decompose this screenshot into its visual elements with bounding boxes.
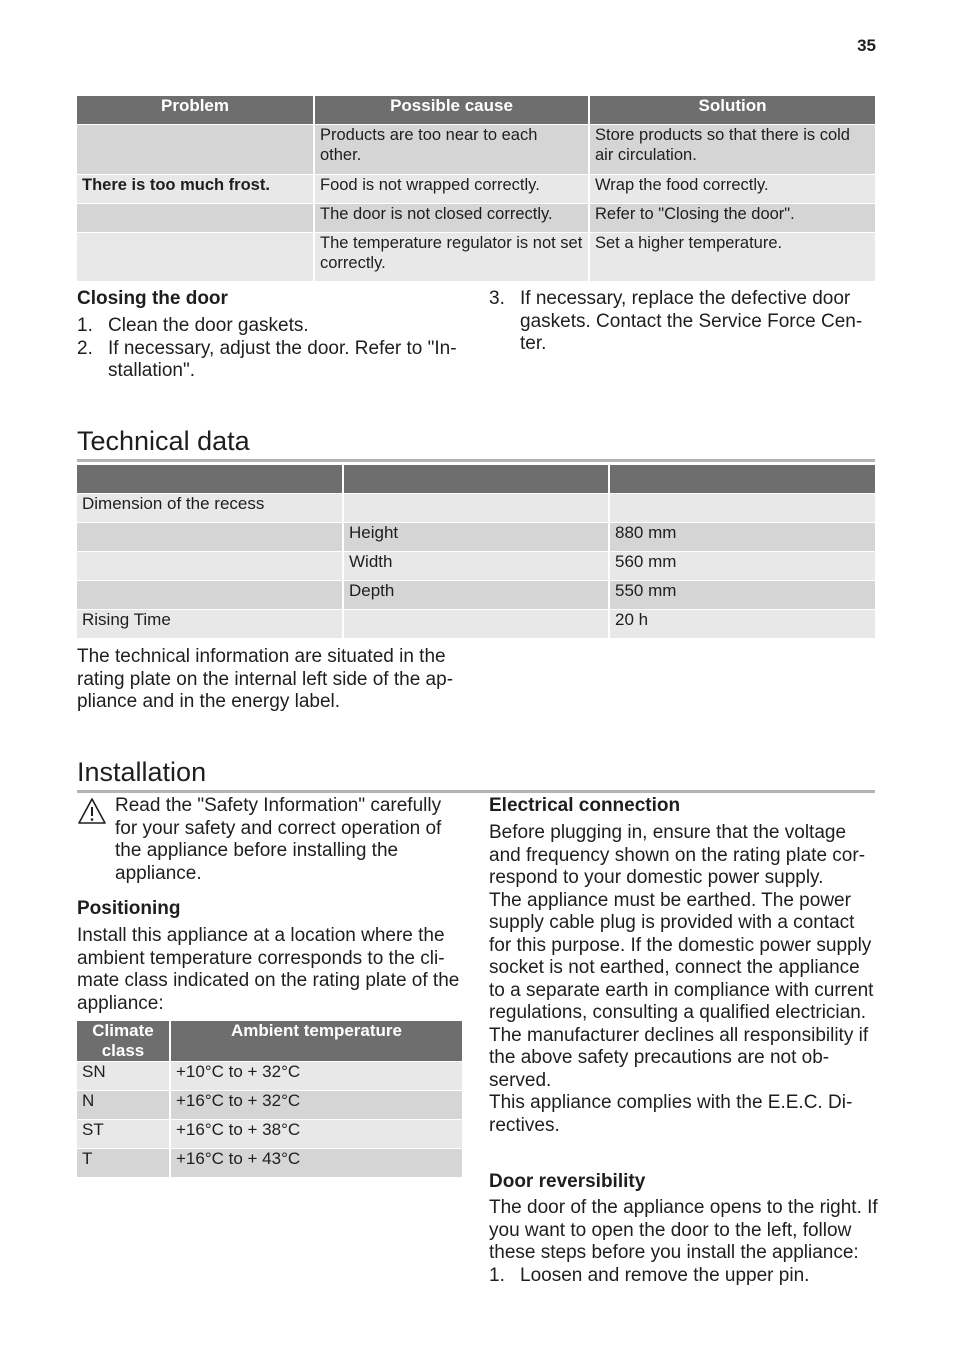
column-header [344,465,610,494]
table-row [77,581,875,610]
warning-icon [77,797,107,830]
label-cell: Dimension of the recess [77,494,344,523]
step-number: 3. [489,288,505,309]
solution-cell: Set a higher temperature. [590,233,875,282]
column-header-cause: Possible cause [315,96,590,125]
value-cell: 560 mm [610,552,875,581]
label-cell: Rising Time [77,610,344,639]
electrical-section [489,794,879,1137]
positioning-title: Positioning [77,898,181,919]
problem-cell: There is too much frost. [77,175,315,204]
value-cell: 550 mm [610,581,875,610]
column-header [77,465,344,494]
table-row [77,552,875,581]
electrical-paragraph: The manufacturer declines all responsibility if the above safety precautions are not observed. [489,1024,869,1091]
safety-warning-text: Read the "Safety Information" carefully for your safety and correct operation of the appliance before installing the appliance. [115,795,442,884]
cause-cell: Products are too near to each other. [315,125,590,175]
table-row [77,233,875,282]
closing-door-section [77,287,467,383]
param-cell [344,494,610,523]
label-cell [77,523,344,552]
step-number: 1. [489,1264,505,1286]
problem-cell [77,233,315,282]
solution-cell: Store products so that there is cold air circulation. [590,125,875,175]
step-text: Loosen and remove the upper pin. [520,1264,810,1286]
table-row [77,1120,462,1149]
page-number: 35 [857,36,876,55]
problem-cell [77,125,315,175]
temperature-cell: +16°C to + 43°C [171,1149,462,1178]
param-cell: Depth [344,581,610,610]
column-header-ambient-temperature: Ambient temperature [171,1021,462,1062]
list-item [489,1265,879,1288]
closing-door-steps-continued [489,288,879,356]
table-row [77,1149,462,1178]
technical-data-note: The technical information are situated in the rating plate on the internal left side of the appliance and in the energy label. [77,646,454,712]
closing-door-steps [77,315,467,383]
electrical-paragraph: Before plugging in, ensure that the voltage and frequency shown on the rating plate correspond to your domestic power supply. [489,822,866,888]
door-reversibility-text: The door of the appliance opens to the right. If you want to open the door to the left, follow these steps before you install the appliance: [489,1197,878,1263]
table-row [77,125,875,175]
installation-heading: Installation [77,754,875,793]
door-reversibility-steps [489,1265,879,1288]
param-cell: Height [344,523,610,552]
column-header [610,465,875,494]
cause-cell: The temperature regulator is not set correctly. [315,233,590,282]
table-row [77,175,875,204]
list-item [77,315,467,338]
table-row [77,1091,462,1120]
table-row [77,610,875,639]
closing-door-title: Closing the door [77,288,228,309]
step-number: 2. [77,337,93,359]
electrical-paragraph: The appliance must be earthed. The power supply cable plug is provided with a contact for this purpose. If the domestic power supply socket is not earthed, connect the appliance to a separate earth in compliance with current regulations, consulting a qualified electrician. [489,889,874,1023]
step-text: Clean the door gaskets. [108,315,309,336]
climate-class-cell: T [77,1149,171,1178]
param-cell: Width [344,552,610,581]
problem-cell [77,204,315,233]
electrical-title: Electrical connection [489,795,681,816]
column-header-solution: Solution [590,96,875,125]
climate-class-table [77,1021,462,1178]
positioning-text: Install this appliance at a location where the ambient temperature corresponds to the climate class indicated on the rating plate of the appliance: [77,925,460,1014]
climate-class-cell: ST [77,1120,171,1149]
step-text: If necessary, replace the defective door gaskets. Contact the Service Force Center. [520,288,863,354]
list-item [489,288,879,356]
column-header-problem: Problem [77,96,315,125]
solution-cell: Wrap the food correctly. [590,175,875,204]
solution-cell: Refer to "Closing the door". [590,204,875,233]
column-header-climate-class: Climate class [77,1021,171,1062]
list-item [77,338,467,383]
label-cell [77,581,344,610]
climate-class-cell: SN [77,1062,171,1091]
step-number: 1. [77,315,93,336]
table-row [77,1062,462,1091]
value-cell [610,494,875,523]
value-cell: 20 h [610,610,875,639]
door-reversibility-title: Door reversibility [489,1171,646,1192]
technical-data-heading: Technical data [77,423,875,462]
technical-data-table [77,465,875,639]
troubleshooting-table [77,96,875,282]
temperature-cell: +16°C to + 32°C [171,1091,462,1120]
label-cell [77,552,344,581]
temperature-cell: +16°C to + 38°C [171,1120,462,1149]
table-row [77,523,875,552]
table-row [77,494,875,523]
electrical-paragraph: This appliance complies with the E.E.C. Directives. [489,1092,853,1136]
cause-cell: The door is not closed correctly. [315,204,590,233]
temperature-cell: +10°C to + 32°C [171,1062,462,1091]
door-reversibility-section [489,1170,879,1287]
cause-cell: Food is not wrapped correctly. [315,175,590,204]
param-cell [344,610,610,639]
step-text: If necessary, adjust the door. Refer to "Installation". [108,337,457,381]
climate-class-cell: N [77,1091,171,1120]
table-row [77,204,875,233]
value-cell: 880 mm [610,523,875,552]
